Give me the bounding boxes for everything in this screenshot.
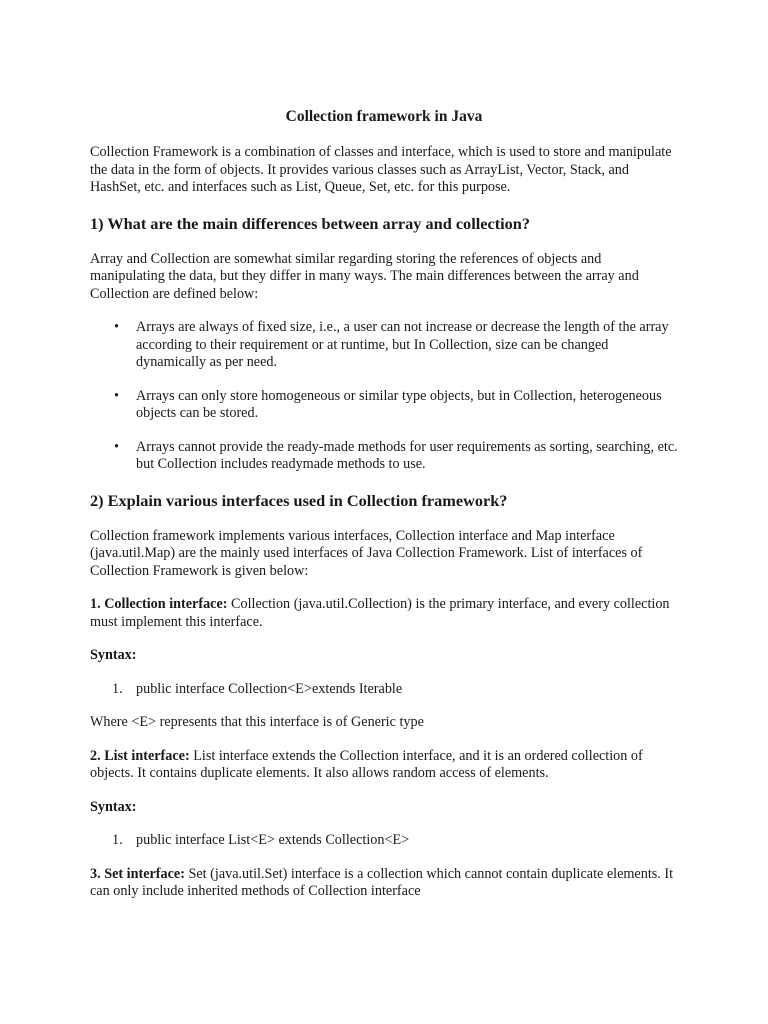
list-item	[114, 319, 678, 372]
generic-type-note: Where <E> represents that this interface is of Generic type	[90, 714, 424, 730]
bullet-icon: •	[114, 387, 119, 404]
code-line	[112, 680, 678, 699]
set-interface-text: Set (java.util.Set) interface is a collection which cannot contain duplicate elements. It can only include inherited methods of Collection interface	[90, 865, 674, 899]
question-1-paragraph: Array and Collection are somewhat similar regarding storing the references of objects and manipulating the data, but they differ in many ways. The main differences between the array and Collection are defined below:	[90, 250, 639, 302]
question-1-heading: 1) What are the main differences between array and collection?	[90, 213, 530, 233]
collection-interface-paragraph	[90, 596, 678, 631]
set-interface-label: 3. Set interface:	[90, 865, 185, 882]
code-line-text: public interface List<E> extends Collection<E>	[136, 832, 410, 848]
collection-interface-label: 1. Collection interface:	[90, 596, 228, 612]
code-line-number: 1.	[112, 832, 123, 848]
question-2-heading: 2) Explain various interfaces used in Collection framework?	[90, 490, 508, 510]
collection-syntax-label: Syntax:	[90, 647, 137, 663]
collection-interface-text: Collection (java.util.Collection) is the primary interface, and every collection must implement this interface.	[90, 596, 670, 630]
list-syntax-label: Syntax:	[90, 798, 137, 815]
code-line-text: public interface Collection<E>extends Iterable	[136, 680, 403, 697]
page-title: Collection framework in Java	[285, 108, 483, 125]
bullet-icon: •	[114, 319, 119, 335]
list-item	[114, 438, 678, 474]
list-interface-paragraph	[90, 748, 678, 783]
intro-paragraph: Collection Framework is a combination of classes and interface, which is used to store and manipulate the data in the form of objects. It provides various classes such as ArrayList, Vector, Stack, and HashSet, etc. and interfaces such as List, Queue, Set, etc. for this purpose.	[90, 144, 672, 195]
bullet-icon: •	[114, 438, 119, 455]
differences-list	[90, 319, 678, 474]
set-interface-paragraph	[90, 866, 678, 901]
collection-code-list	[90, 681, 678, 699]
code-line-number: 1.	[112, 680, 123, 697]
list-item-text: Arrays can only store homogeneous or similar type objects, but in Collection, heterogeneous objects can be stored.	[136, 387, 662, 421]
question-2-paragraph: Collection framework implements various interfaces, Collection interface and Map interface (java.util.Map) are the mainly used interfaces of Java Collection Framework. List of interfaces of Collection Framework is given below:	[90, 527, 643, 579]
list-item-text: Arrays cannot provide the ready-made methods for user requirements as sorting, searching, etc. but Collection includes readymade methods to use.	[136, 438, 678, 472]
code-line	[112, 832, 678, 850]
list-item	[114, 387, 678, 423]
list-item-text: Arrays are always of fixed size, i.e., a user can not increase or decrease the length of the array according to their requirement or at runtime, but In Collection, size can be changed dynamically as per need.	[136, 319, 669, 370]
list-interface-text: List interface extends the Collection interface, and it is an ordered collection of objects. It contains duplicate elements. It also allows random access of elements.	[90, 747, 643, 781]
list-code-list	[90, 832, 678, 850]
list-interface-label: 2. List interface:	[90, 747, 190, 764]
